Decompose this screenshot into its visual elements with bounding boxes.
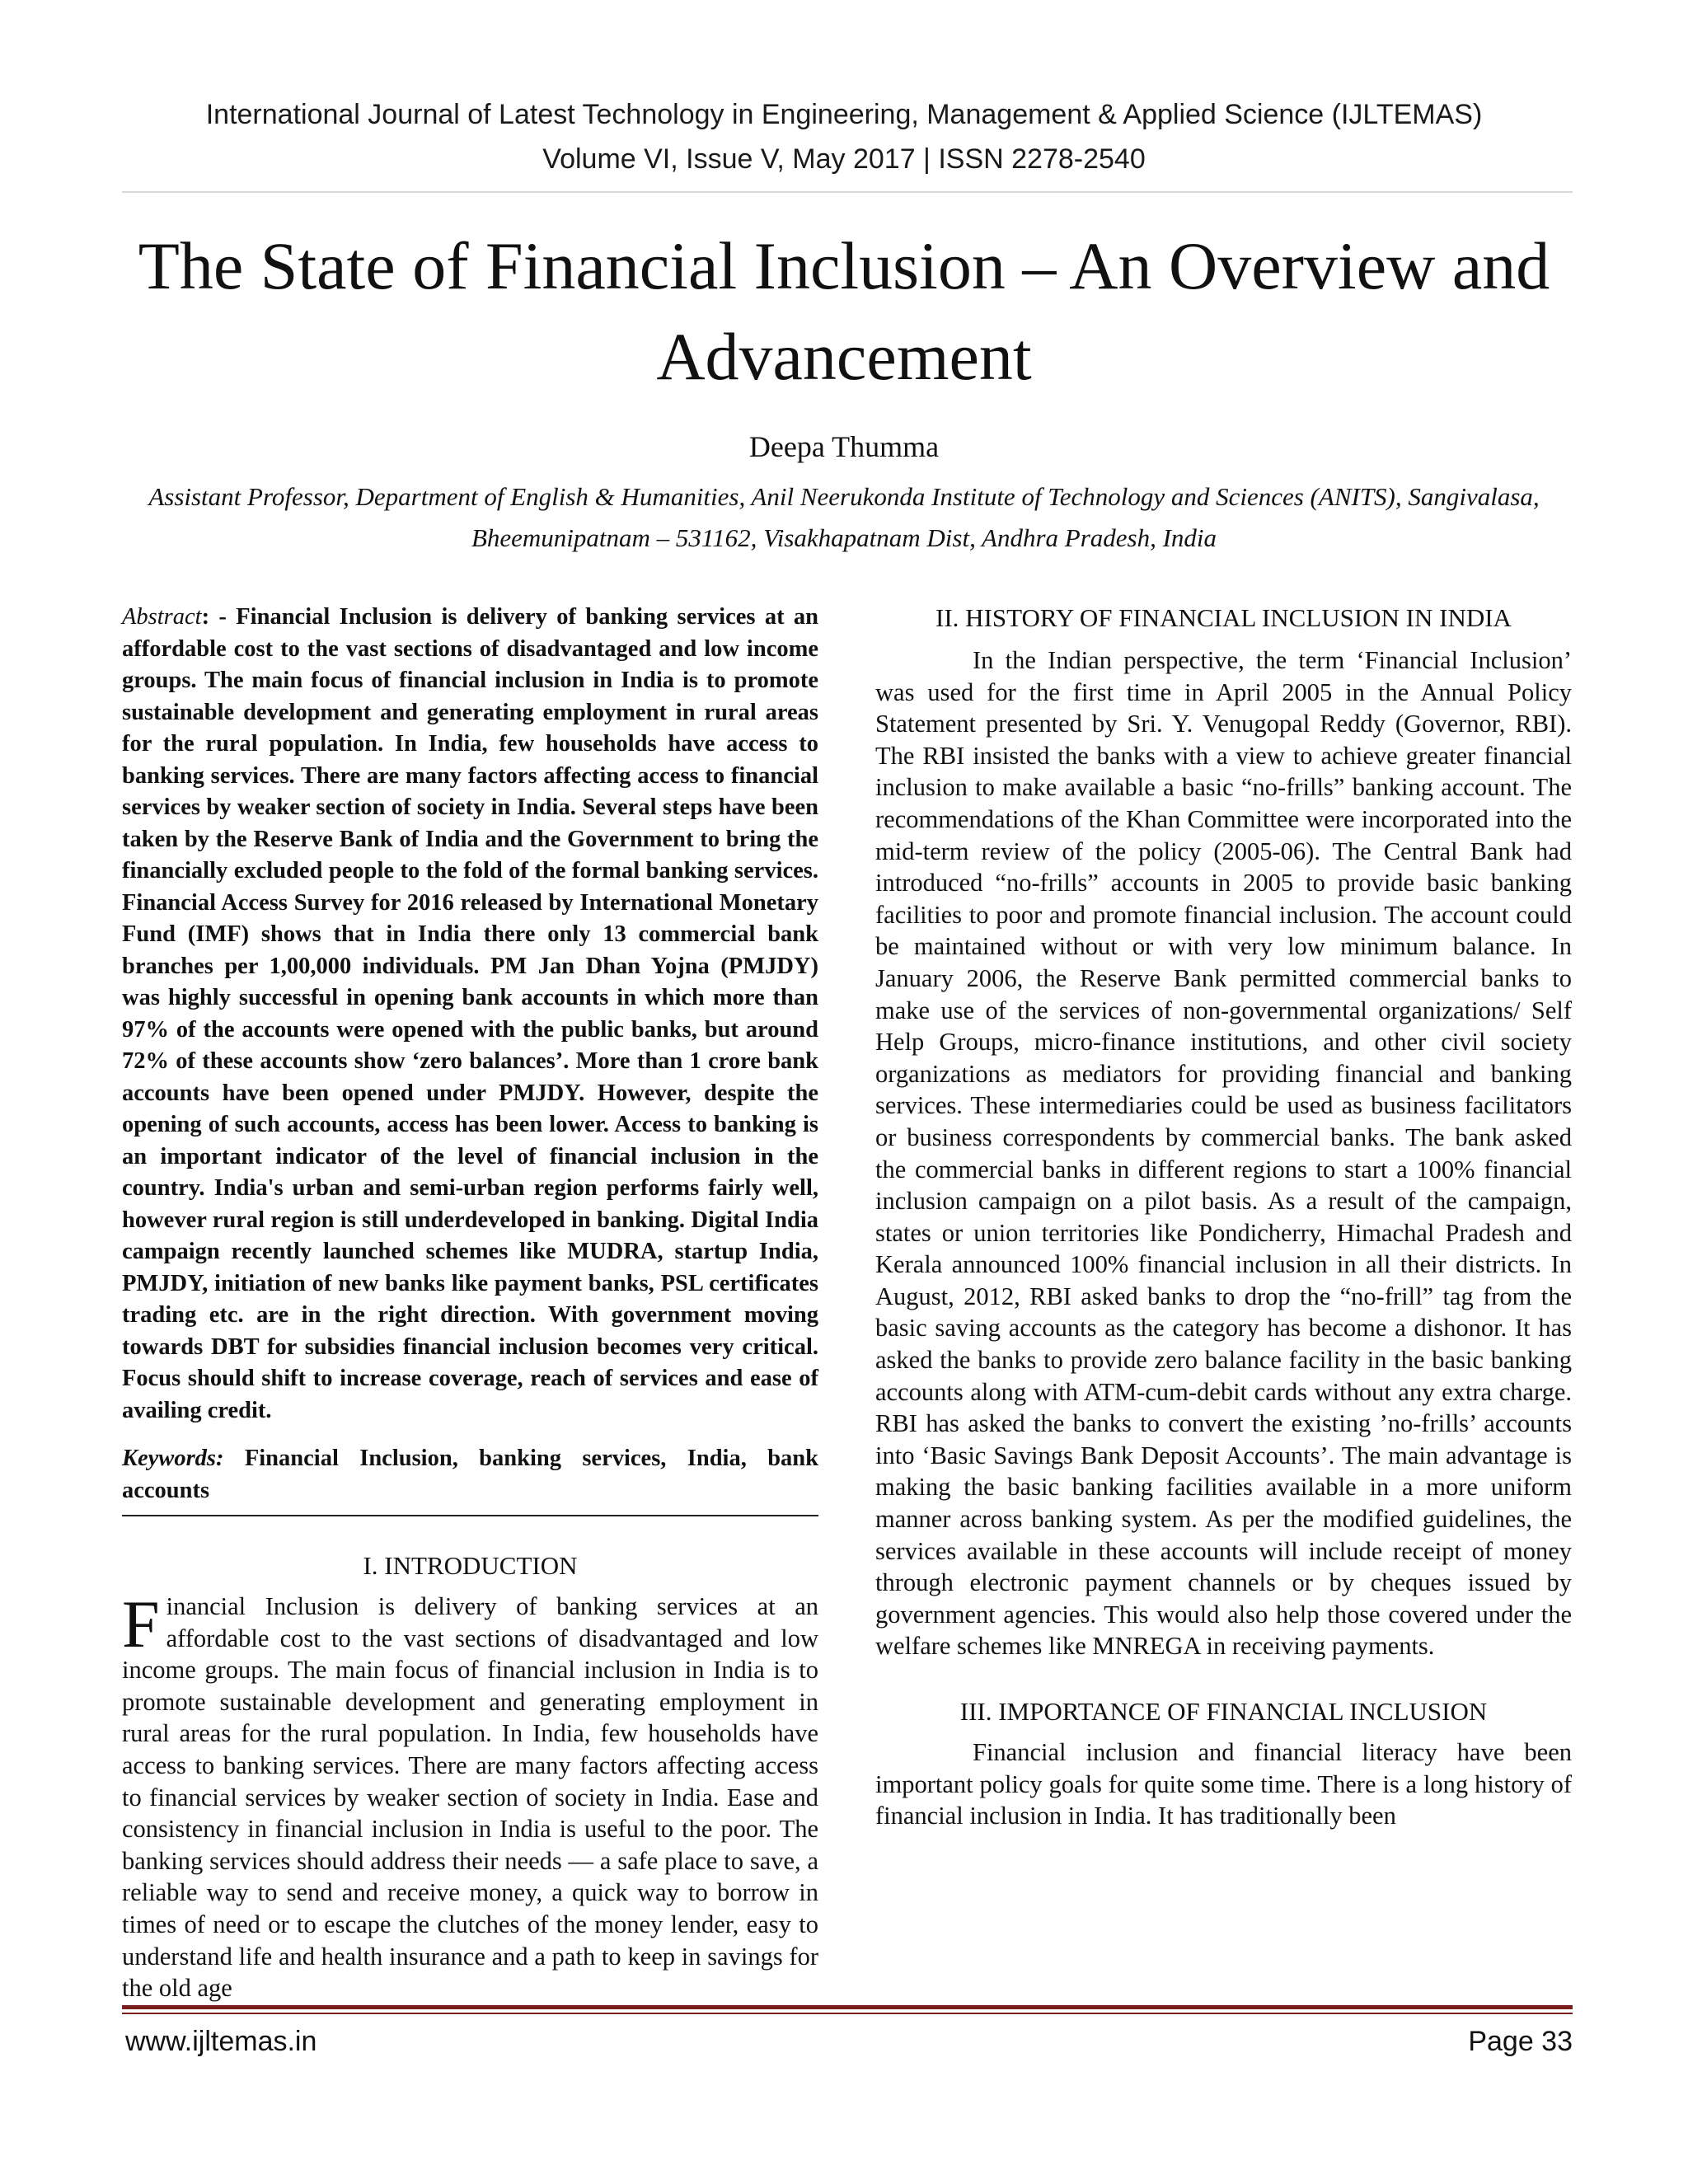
abstract xyxy=(122,602,818,1427)
author-affiliation: Assistant Professor, Department of English & Humanities, Anil Neerukonda Institute of Technology and Sciences (ANITS), Sangivalasa, Bheemunipatnam – 531162, Visakhapatnam Dist, Andhra Pradesh, India xyxy=(148,482,1540,552)
left-column xyxy=(122,602,818,2004)
introduction-text xyxy=(122,1586,818,2004)
paper-title: The State of Financial Inclusion – An Overview and Advancement xyxy=(138,228,1550,394)
history-text: In the Indian perspective, the term ‘Financial Inclusion’ was used for the first time in April 2005 in the Annual Policy Statement presented by Sri. Y. Venugopal Reddy (Governor, RBI). The RBI insisted the banks with a view to achieve greater financial inclusion to make available a basic “no-frills” banking account. The recommendations of the Khan Committee were incorporated into the mid-term review of the policy (2005-06). The Central Bank had introduced “no-frills” accounts in 2005 to provide basic banking facilities to poor and promote financial inclusion. The account could be maintained without or with very low minimum balance. In January 2006, the Reserve Bank permitted commercial banks to make use of the services of non-governmental organizations/ Self Help Groups, micro-finance institutions, and other civil society organizations as mediators for providing financial and banking services. These intermediaries could be used as business facilitators or business correspondents by commercial banks. The bank asked the commercial banks in different regions to start a 100% financial inclusion campaign on a pilot basis. As a result of the campaign, states or union territories like Pondicherry, Himachal Pradesh and Kerala announced 100% financial inclusion in all their districts. In August, 2012, RBI asked banks to drop the “no-frill” tag from the basic saving accounts as the category has become a dishonor. It has asked the banks to provide zero balance facility in the basic banking accounts along with ATM-cum-debit cards without any extra charge. RBI has asked the banks to convert the existing ’no-frills’ accounts into ‘Basic Savings Bank Deposit Accounts’. The main advantage is making the basic banking facilities available in a more uniform manner across banking system. As per the modified guidelines, the services available in these accounts will include receipt of money through electronic payment channels or by cheques issued by government agencies. This would also help those covered under the welfare schemes like MNREGA in receiving payments. xyxy=(875,646,1572,1661)
footer-page-number: Page 33 xyxy=(1468,2026,1573,2057)
footer-website-link[interactable]: www.ijltemas.in xyxy=(125,2026,317,2057)
journal-issue: Volume VI, Issue V, May 2017 | ISSN 2278-2540 xyxy=(542,143,1146,175)
keywords-text: Financial Inclusion, banking services, India, bank accounts xyxy=(122,1446,819,1503)
keywords xyxy=(122,1443,818,1507)
introduction-body: inancial Inclusion is delivery of banking services at an affordable cost to the vast sections of disadvantaged and low income groups. The main focus of financial inclusion in India is to promote sustainable development and generating employment in rural areas for the rural population. In India, few households have access to banking services. There are many factors affecting access to financial services by weaker section of society in India. Ease and consistency in financial inclusion in India is useful to the poor. The banking services should address their needs — a safe place to save, a reliable way to send and receive money, a quick way to borrow in times of need or to escape the clutches of the money lender, easy to understand life and health insurance and a path to keep in savings for the old age xyxy=(122,1592,818,2003)
author-name: Deepa Thumma xyxy=(748,430,940,463)
dropcap: F xyxy=(122,1586,160,1661)
footer-divider-thin xyxy=(122,2013,1573,2014)
abstract-separator: : - xyxy=(201,604,227,630)
section-heading-introduction: I. INTRODUCTION xyxy=(363,1551,578,1580)
abstract-label: Abstract xyxy=(122,604,202,630)
section-heading-importance: III. IMPORTANCE OF FINANCIAL INCLUSION xyxy=(959,1697,1488,1726)
abstract-text: Financial Inclusion is delivery of banking services at an affordable cost to the vast sections of disadvantaged and low income groups. The main focus of financial inclusion in India is to promote sustainable development and generating employment in rural areas for the rural population. In India, few households have access to banking services. There are many factors affecting access to financial services by weaker section of society in India. Several steps have been taken by the Reserve Bank of India and the Government to bring the financially excluded people to the fold of the formal banking services. Financial Access Survey for 2016 released by International Monetary Fund (IMF) shows that in India there only 13 commercial bank branches per 1,00,000 individuals. PM Jan Dhan Yojna (PMJDY) was highly successful in opening bank accounts in which more than 97% of the accounts were opened with the public banks, but around 72% of these accounts show ‘zero balances’. More than 1 crore bank accounts have been opened under PMJDY. However, despite the opening of such accounts, access has been lower. Access to banking is an important indicator of the level of financial inclusion in the country. India's urban and semi-urban region performs fairly well, however rural region is still underdeveloped in banking. Digital India campaign recently launched schemes like MUDRA, startup India, PMJDY, initiation of new banks like payment banks, PSL certificates trading etc. are in the right direction. With government moving towards DBT for subsidies financial inclusion becomes very critical. Focus should shift to increase coverage, reach of services and ease of availing credit. xyxy=(122,604,819,1423)
keywords-label: Keywords: xyxy=(122,1446,224,1471)
journal-name: International Journal of Latest Technology in Engineering, Management & Applied Science (IJLTEMAS) xyxy=(205,99,1483,130)
right-column xyxy=(875,602,1572,1832)
journal-header xyxy=(0,92,1688,181)
section-heading-history: II. HISTORY OF FINANCIAL INCLUSION IN INDIA xyxy=(935,603,1512,632)
header-divider xyxy=(122,191,1573,193)
keywords-divider xyxy=(122,1515,818,1516)
footer-divider-thick xyxy=(122,2005,1573,2009)
importance-text: Financial inclusion and financial literacy have been important policy goals for quite some time. There is a long history of financial inclusion in India. It has traditionally been xyxy=(875,1738,1572,1830)
